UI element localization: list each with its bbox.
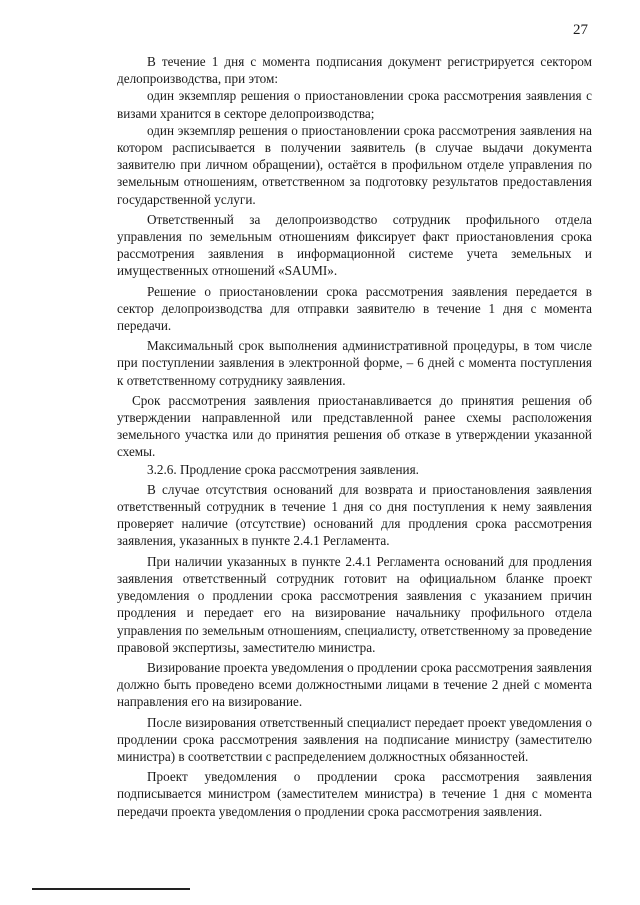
paragraph-max-duration: Максимальный срок выполнения административной процедуры, в том числе при поступлении заявления в электронной форме, – 6 дней с момента поступления к ответственному сотруднику заявления.	[117, 338, 592, 388]
section-heading-3-2-6: 3.2.6. Продление срока рассмотрения заявления.	[147, 461, 419, 477]
paragraph-suspension-term: Срок рассмотрения заявления приостанавливается до принятия решения об утверждении направленной или представленной ранее схемы расположения земельного участка или до принятия решения об отказе в утверждении указанной схемы.	[117, 392, 592, 460]
paragraph-approval-period: Визирование проекта уведомления о продлении срока рассмотрения заявления должно быть проведено всеми должностными лицами в течение 2 дней с момента направления его на визирование.	[117, 659, 592, 710]
paragraph-no-grounds-check: В случае отсутствия оснований для возврата и приостановления заявления ответственный сотрудник в течение 1 дня со дня поступления к нему заявления проверяет наличие (отсутствие) оснований для продления срока рассмотрения заявления, указанных в пункте 2.4.1 Регламента.	[117, 481, 592, 549]
page-number: 27	[573, 22, 588, 38]
paragraph-notice-signing: Проект уведомления о продлении срока рассмотрения заявления подписывается министром (заместителем министра) в течение 1 дня с момента передачи проекта уведомления о продлении срока рассмотрения заявления.	[117, 769, 592, 819]
paragraph-decision-transfer: Решение о приостановлении срока рассмотрения заявления передается в сектор делопроизводства для отправки заявителю в течение 1 дня с момента передачи.	[117, 283, 592, 334]
paragraph-registration: В течение 1 дня с момента подписания документ регистрируется сектором делопроизводства, при этом:	[117, 54, 592, 87]
paragraph-extension-draft: При наличии указанных в пункте 2.4.1 Регламента оснований для продления заявления ответственный сотрудник готовит на официальном бланке проект уведомления о продлении срока рассмотрения заявления с указанием причин продления и передает его на визирование начальнику профильного отдела управления по земельным отношениям, специалисту, ответственному за проведение правовой экспертизы, заместителю министра.	[117, 553, 592, 655]
paragraph-saumi-record: Ответственный за делопроизводство сотрудник профильного отдела управления по земельным отношениям фиксирует факт приостановления срока рассмотрения заявления в информационной системе учета земельных и имущественных отношений «SAUMI».	[117, 211, 592, 279]
paragraph-copy-applicant: один экземпляр решения о приостановлении срока рассмотрения заявления на котором расписывается в получении заявитель (в случае выдачи документа заявителю при личном обращении), остаётся в профильном отделе управления по земельным отношениям, ответственном за подготовку результатов предоставления государственной услуги.	[117, 122, 592, 207]
document-body	[117, 53, 592, 820]
footer-rule	[32, 888, 190, 890]
paragraph-copy-sector: один экземпляр решения о приостановлении срока рассмотрения заявления с визами хранится в секторе делопроизводства;	[117, 88, 592, 121]
paragraph-signing-transfer: После визирования ответственный специалист передает проект уведомления о продлении срока рассмотрения заявления на подписание министру (заместителю министра) в соответствии с распределением должностных обязанностей.	[117, 714, 592, 764]
